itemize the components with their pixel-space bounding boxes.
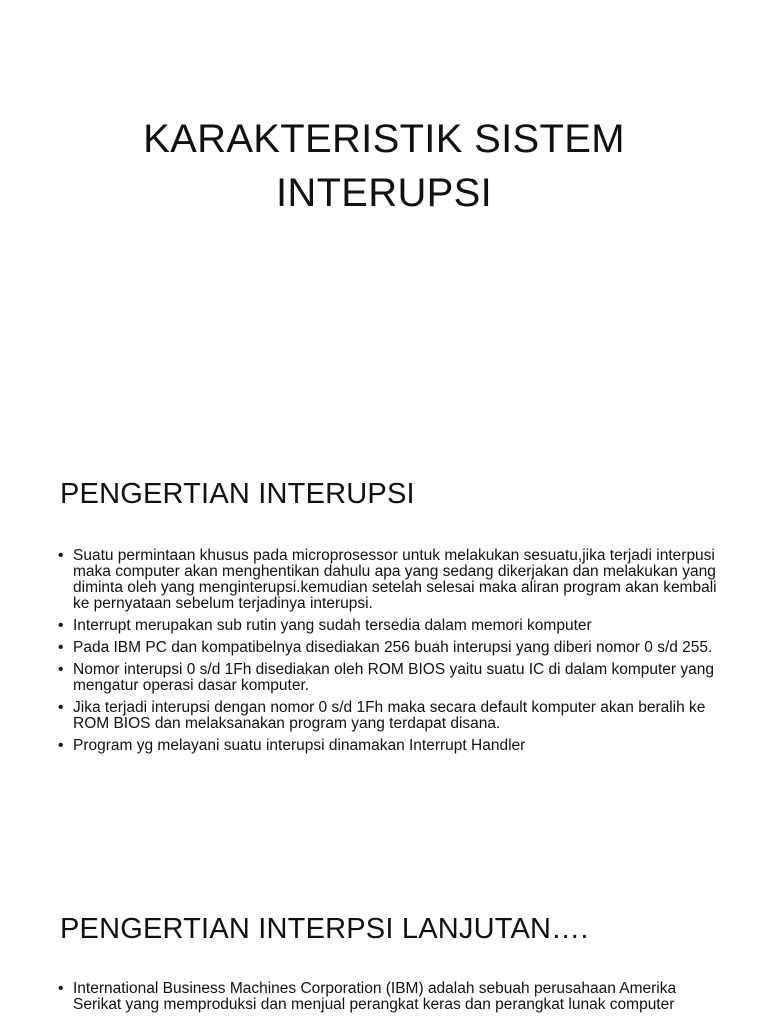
bullet-item: • International Business Machines Corporation (IBM) adalah sebuah perusahaan Amerika Serikat yang memproduksi dan menjual perangkat keras dan perangkat lunak computer [58, 981, 718, 1013]
bullet-item: • Jika terjadi interupsi dengan nomor 0 s/d 1Fh maka secara default komputer akan beralih ke ROM BIOS dan melaksanakan program yang terdapat disana. [58, 700, 718, 732]
slide-heading: PENGERTIAN INTERUPSI [60, 478, 415, 510]
presentation-title [0, 112, 768, 220]
presentation-title-line-1: KARAKTERISTIK SISTEM [143, 117, 625, 161]
bullet-item: • Program yg melayani suatu interupsi dinamakan Interrupt Handler [58, 738, 718, 754]
bullet-list [58, 981, 718, 1019]
bullet-item: • Nomor interupsi 0 s/d 1Fh disediakan oleh ROM BIOS yaitu suatu IC di dalam komputer yang mengatur operasi dasar komputer. [58, 662, 718, 694]
slide-title [0, 0, 768, 432]
bullet-item: • Interrupt merupakan sub rutin yang sudah tersedia dalam memori komputer [58, 618, 718, 634]
slide-pengertian-interupsi [0, 432, 768, 864]
bullet-item: • Pada IBM PC dan kompatibelnya disediakan 256 buah interupsi yang diberi nomor 0 s/d 255. [58, 640, 718, 656]
bullet-item: • Suatu permintaan khusus pada microprosessor untuk melakukan sesuatu,jika terjadi interpusi maka computer akan menghentikan dahulu apa yang sedang dikerjakan dan melakukan yang diminta oleh yang menginterupsi.kemudian setelah selesai maka aliran program akan kembali ke pernyataan sebelum terjadinya interupsi. [58, 548, 718, 612]
slide-heading: PENGERTIAN INTERPSI LANJUTAN…. [60, 913, 589, 945]
presentation-title-line-2: INTERUPSI [275, 171, 493, 215]
slide-pengertian-lanjutan [0, 864, 768, 1024]
bullet-list [58, 548, 718, 760]
